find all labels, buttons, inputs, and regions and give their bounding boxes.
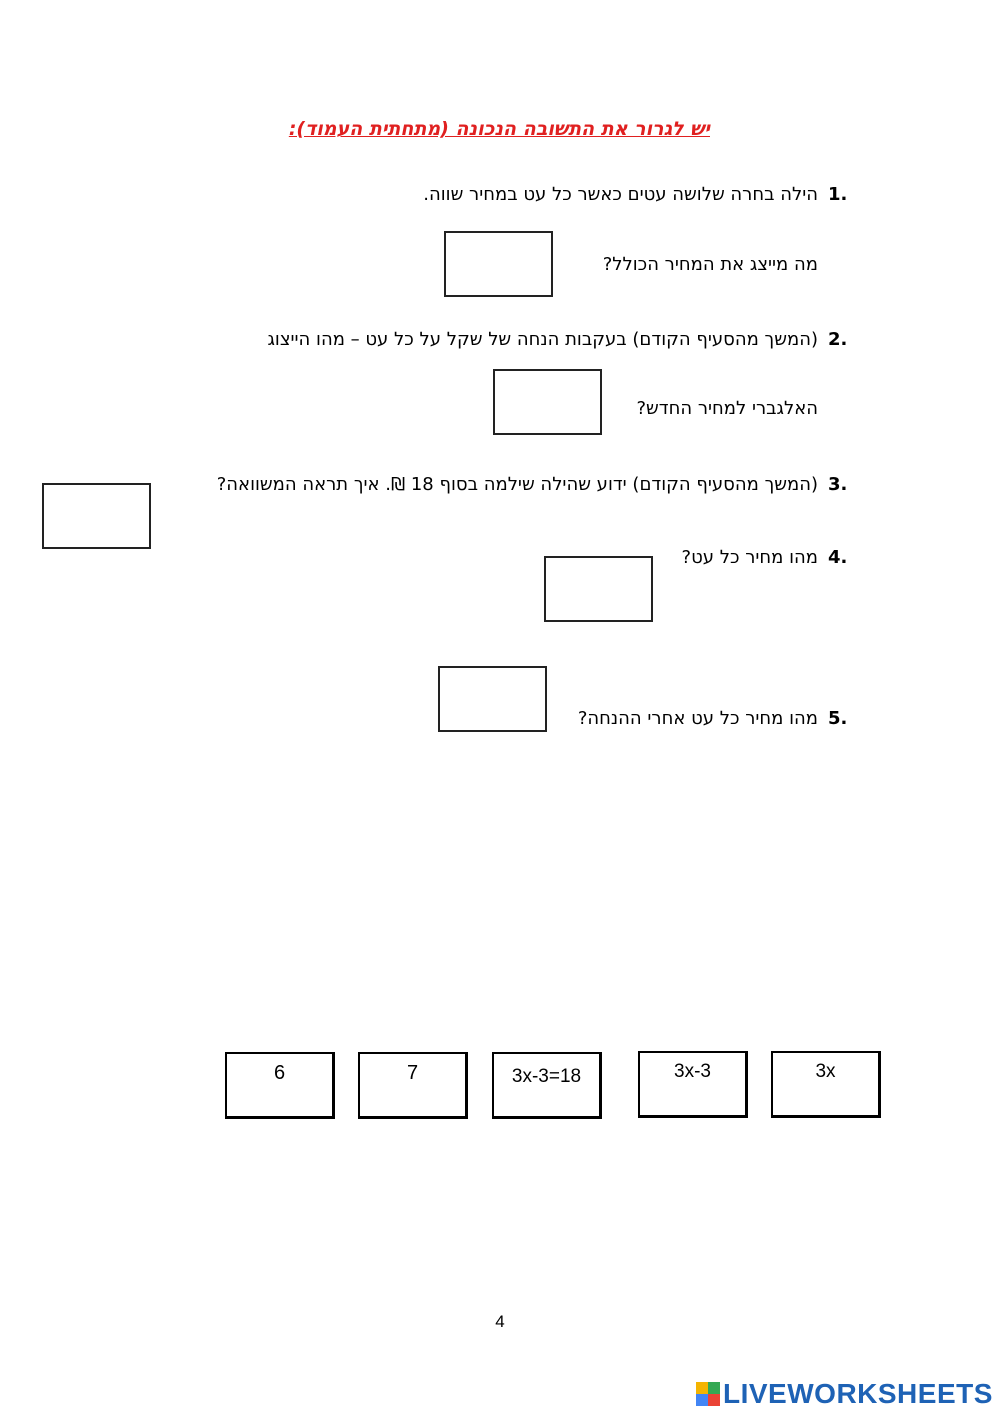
question-2-number: 2. — [828, 329, 848, 350]
answer-drop-box-2[interactable] — [493, 369, 602, 435]
question-1-number: 1. — [828, 184, 848, 205]
liveworksheets-wordmark: LIVEWORKSHEETS — [723, 1378, 993, 1409]
question-1-line-1: הילה בחרה שלושה עטים כאשר כל עט במחיר שווה. — [423, 184, 818, 205]
answer-chip-3x-minus-3[interactable]: 3x-3 — [638, 1051, 748, 1118]
answer-chip-6[interactable]: 6 — [225, 1052, 335, 1119]
answer-drop-box-3[interactable] — [42, 483, 151, 549]
answer-chip-7[interactable]: 7 — [358, 1052, 468, 1119]
liveworksheets-logo-icon — [696, 1382, 720, 1406]
question-5-number: 5. — [828, 708, 848, 729]
question-2-line-2: האלגברי למחיר החדש? — [636, 398, 818, 419]
question-4-line-1: מהו מחיר כל עט? — [681, 547, 818, 568]
liveworksheets-brand — [696, 1378, 993, 1410]
question-1-line-2: מה מייצג את המחיר הכולל? — [602, 254, 818, 275]
answer-chip-3x[interactable]: 3x — [771, 1051, 881, 1118]
question-3-line-1: (המשך מהסעיף הקודם) ידוע שהילה שילמה בסוף 18 ₪. איך תראה המשוואה? — [216, 474, 818, 495]
answer-drop-box-5[interactable] — [438, 666, 547, 732]
page-number: 4 — [495, 1312, 505, 1331]
question-5-line-1: מהו מחיר כל עט אחרי ההנחה? — [577, 708, 818, 729]
question-2-line-1: (המשך מהסעיף הקודם) בעקבות הנחה של שקל על כל עט – מהו הייצוג — [267, 329, 818, 350]
answer-chip-equation[interactable]: 3x-3=18 — [492, 1052, 602, 1119]
question-4-number: 4. — [828, 547, 848, 568]
instructions-heading: יש לגרור את התשובה הנכונה (מתחתית העמוד): — [288, 118, 710, 140]
question-3-number: 3. — [828, 474, 848, 495]
answer-drop-box-4[interactable] — [544, 556, 653, 622]
answer-drop-box-1[interactable] — [444, 231, 553, 297]
